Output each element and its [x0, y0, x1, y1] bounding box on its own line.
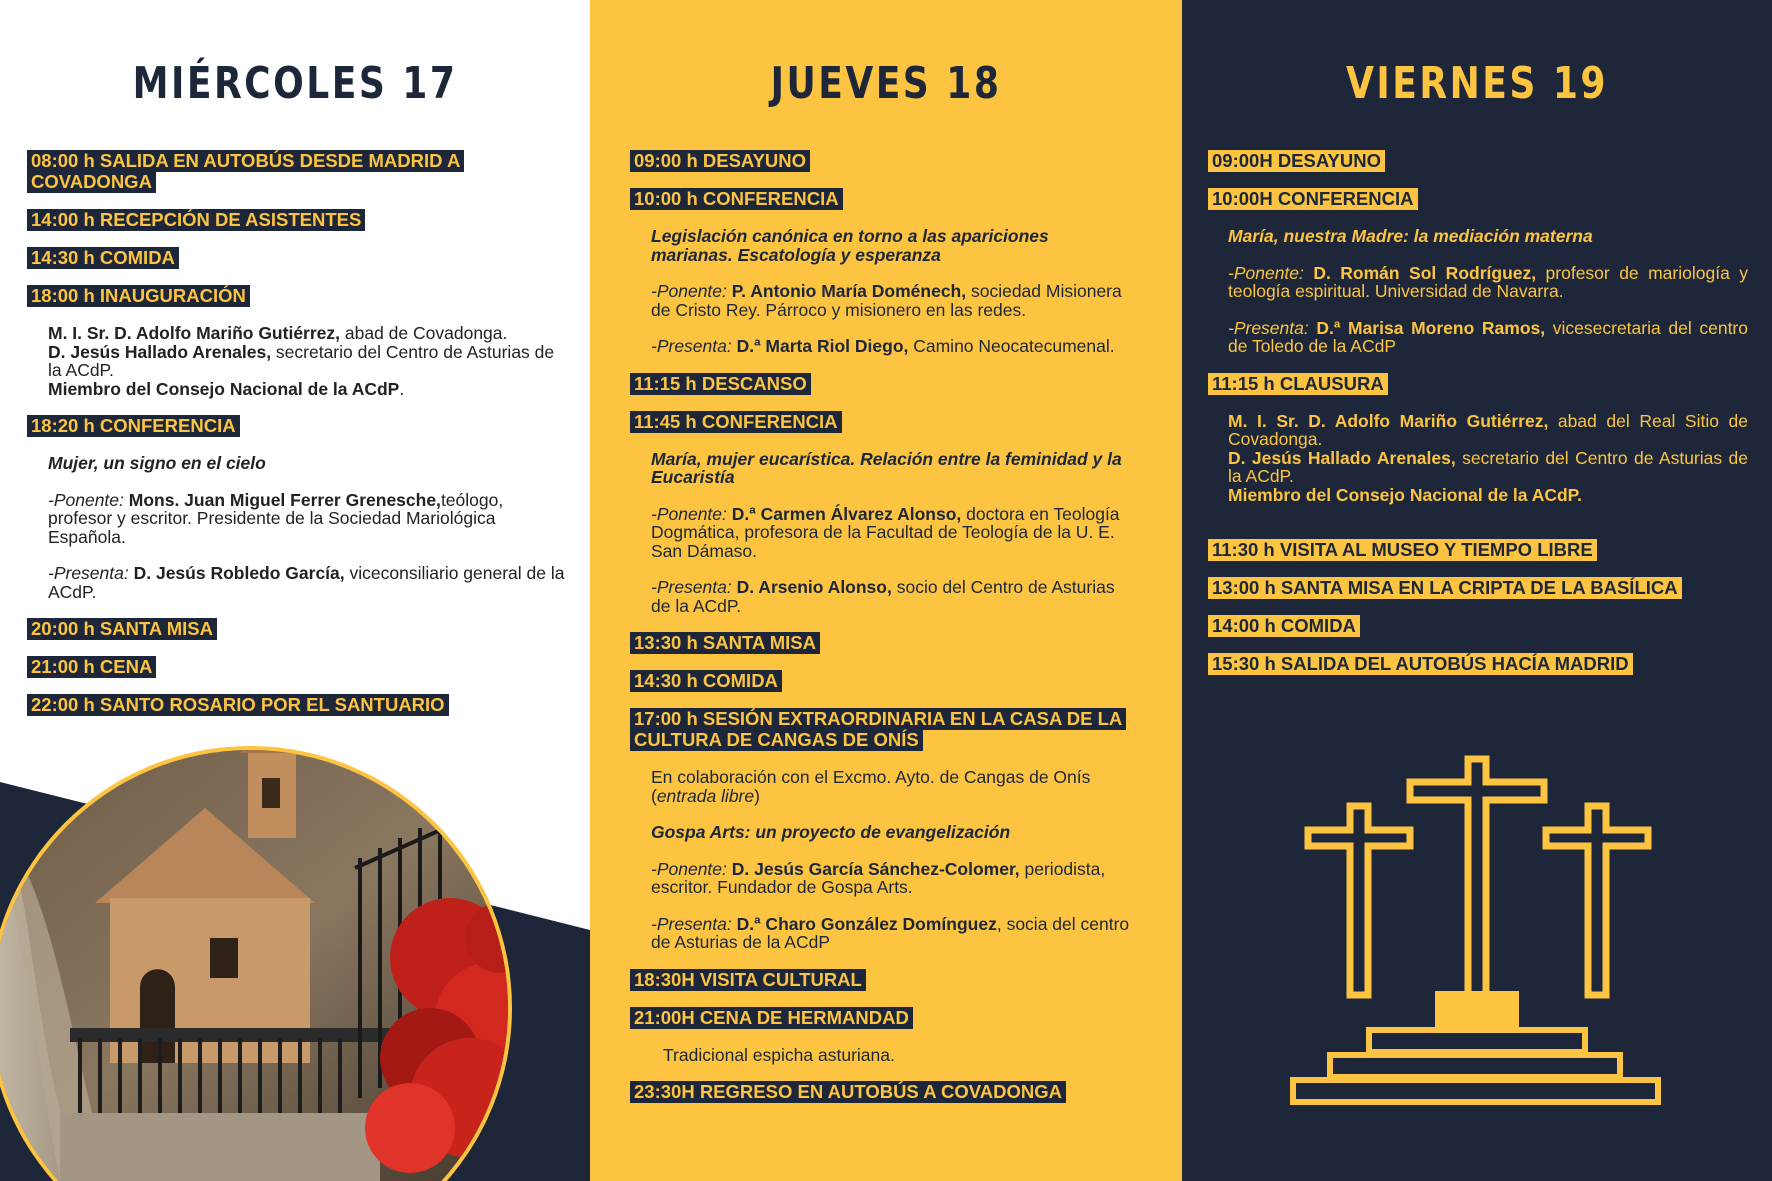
participant: M. I. Sr. D. Adolfo Mariño Gutiérrez, abad de Covadonga.: [48, 323, 508, 343]
schedule-heading: 09:00 h DESAYUNO: [630, 150, 810, 172]
day-column-thursday: [590, 0, 1182, 1181]
schedule-heading: 20:00 h SANTA MISA: [27, 618, 217, 640]
schedule-heading: 21:00 h CENA: [27, 656, 156, 678]
schedule-heading: 17:00 h SESIÓN EXTRAORDINARIA EN LA CASA DE LA CULTURA DE CANGAS DE ONÍS: [630, 708, 1126, 751]
event-details: [27, 324, 567, 398]
participant: Miembro del Consejo Nacional de la ACdP.: [48, 378, 405, 399]
schedule-item: [27, 151, 567, 193]
presenter: -Presenta: D.ª Marisa Moreno Ramos, vicesecretaria del centro de Toledo de la ACdP: [1228, 317, 1748, 356]
schedule-heading: 14:30 h COMIDA: [630, 670, 782, 692]
schedule-item: [630, 151, 1130, 172]
talk-title: Mujer, un signo en el cielo: [48, 453, 266, 473]
schedule-item: [630, 633, 1130, 654]
schedule-item: [1208, 151, 1748, 172]
schedule-heading: 14:00 h COMIDA: [1208, 615, 1360, 637]
event-details: [630, 450, 1130, 616]
schedule-heading: 10:00H CONFERENCIA: [1208, 188, 1418, 210]
schedule-item: [27, 619, 567, 640]
day-column-friday: [1182, 0, 1772, 1181]
talk-title: María, mujer eucarística. Relación entre la feminidad y la Eucaristía: [651, 448, 1122, 487]
schedule-item: [27, 286, 567, 307]
schedule-list: [27, 151, 567, 733]
schedule-item: [1208, 578, 1748, 599]
participant: M. I. Sr. D. Adolfo Mariño Gutiérrez, abad del Real Sitio de Covadonga.: [1228, 410, 1749, 449]
schedule-list: [1208, 151, 1748, 692]
schedule-item: [27, 248, 567, 269]
talk-title: Gospa Arts: un proyecto de evangelización: [651, 822, 1011, 842]
schedule-item: [27, 210, 567, 231]
event-details: [27, 454, 567, 601]
schedule-heading: 13:30 h SANTA MISA: [630, 632, 820, 654]
covadonga-chapel-photo: [0, 738, 590, 1181]
schedule-item: [630, 1008, 1130, 1029]
day-title: JUEVES 18: [770, 58, 1002, 109]
speaker: -Ponente: D.ª Carmen Álvarez Alonso, doctora en Teología Dogmática, profesora de la Facultad de Teología de la U. E. San Dámaso.: [651, 503, 1120, 561]
speaker: -Ponente: Mons. Juan Miguel Ferrer Grenesche,teólogo, profesor y escritor. Presidente de la Sociedad Mariológica Española.: [48, 489, 504, 547]
participant: Miembro del Consejo Nacional de la ACdP.: [1228, 484, 1582, 505]
schedule-item: [630, 412, 1130, 433]
schedule-heading: 23:30H REGRESO EN AUTOBÚS A COVADONGA: [630, 1081, 1066, 1103]
event-details: [630, 768, 1130, 952]
speaker: -Ponente: D. Jesús García Sánchez-Colomer, periodista, escritor. Fundador de Gospa Arts.: [651, 858, 1106, 897]
schedule-heading: 11:45 h CONFERENCIA: [630, 411, 842, 433]
participant: D. Jesús Hallado Arenales, secretario del Centro de Asturias de la ACdP.: [48, 341, 555, 380]
presenter: -Presenta: D. Jesús Robledo García, viceconsiliario general de la ACdP.: [48, 563, 565, 602]
schedule-item: [630, 709, 1130, 751]
collaboration-note: En colaboración con el Excmo. Ayto. de Cangas de Onís (entrada libre): [651, 767, 1091, 806]
schedule-item: [27, 695, 567, 716]
schedule-heading: 21:00H CENA DE HERMANDAD: [630, 1007, 913, 1029]
event-details: [1208, 412, 1748, 505]
schedule-heading: 10:00 h CONFERENCIA: [630, 188, 843, 210]
presenter: -Presenta: D. Arsenio Alonso, socio del Centro de Asturias de la ACdP.: [651, 577, 1115, 616]
schedule-item: [1208, 374, 1748, 395]
speaker: -Ponente: D. Román Sol Rodríguez, profesor de mariología y teología espiritual. Universidad de Navarra.: [1228, 262, 1748, 301]
schedule-item: [27, 657, 567, 678]
schedule-item: [630, 970, 1130, 991]
schedule-heading: 18:20 h CONFERENCIA: [27, 415, 240, 437]
participant: D. Jesús Hallado Arenales, secretario del Centro de Asturias de la ACdP.: [1228, 447, 1748, 486]
event-details: [630, 1046, 1130, 1065]
schedule-item: [27, 416, 567, 437]
presenter: -Presenta: D.ª Marta Riol Diego, Camino Neocatecumenal.: [651, 336, 1115, 356]
schedule-item: [630, 374, 1130, 395]
schedule-heading: 11:30 h VISITA AL MUSEO Y TIEMPO LIBRE: [1208, 539, 1597, 561]
day-title: MIÉRCOLES 17: [132, 58, 458, 109]
schedule-item: [1208, 616, 1748, 637]
schedule-heading: 22:00 h SANTO ROSARIO POR EL SANTUARIO: [27, 694, 449, 716]
schedule-heading: 09:00H DESAYUNO: [1208, 150, 1385, 172]
talk-title: María, nuestra Madre: la mediación materna: [1228, 226, 1593, 246]
event-details: [1208, 227, 1748, 356]
event-note: Tradicional espicha asturiana.: [663, 1044, 895, 1065]
day-column-wednesday: [0, 0, 590, 1181]
schedule-heading: 11:15 h DESCANSO: [630, 373, 811, 395]
schedule-item: [630, 1082, 1130, 1103]
schedule-item: [1208, 540, 1748, 561]
schedule-heading: 08:00 h SALIDA EN AUTOBÚS DESDE MADRID A COVADONGA: [27, 150, 464, 193]
day-title: VIERNES 19: [1346, 58, 1608, 109]
schedule-item: [1208, 654, 1748, 675]
schedule-heading: 14:30 h COMIDA: [27, 247, 179, 269]
three-crosses-icon: [1285, 755, 1665, 1115]
schedule-item: [630, 189, 1130, 210]
schedule-heading: 18:00 h INAUGURACIÓN: [27, 285, 250, 307]
schedule-item: [1208, 189, 1748, 210]
schedule-heading: 18:30H VISITA CULTURAL: [630, 969, 866, 991]
schedule-item: [630, 671, 1130, 692]
presenter: -Presenta: D.ª Charo González Domínguez, socia del centro de Asturias de la ACdP: [651, 913, 1130, 952]
schedule-heading: 15:30 h SALIDA DEL AUTOBÚS HACÍA MADRID: [1208, 653, 1633, 675]
schedule-heading: 11:15 h CLAUSURA: [1208, 373, 1388, 395]
event-details: [630, 227, 1130, 356]
talk-title: Legislación canónica en torno a las apariciones marianas. Escatología y esperanza: [651, 226, 1049, 265]
schedule-heading: 13:00 h SANTA MISA EN LA CRIPTA DE LA BASÍLICA: [1208, 577, 1682, 599]
speaker: -Ponente: P. Antonio María Doménech, sociedad Misionera de Cristo Rey. Párroco y misionero en las redes.: [651, 281, 1122, 320]
schedule-list: [630, 151, 1130, 1120]
schedule-heading: 14:00 h RECEPCIÓN DE ASISTENTES: [27, 209, 365, 231]
